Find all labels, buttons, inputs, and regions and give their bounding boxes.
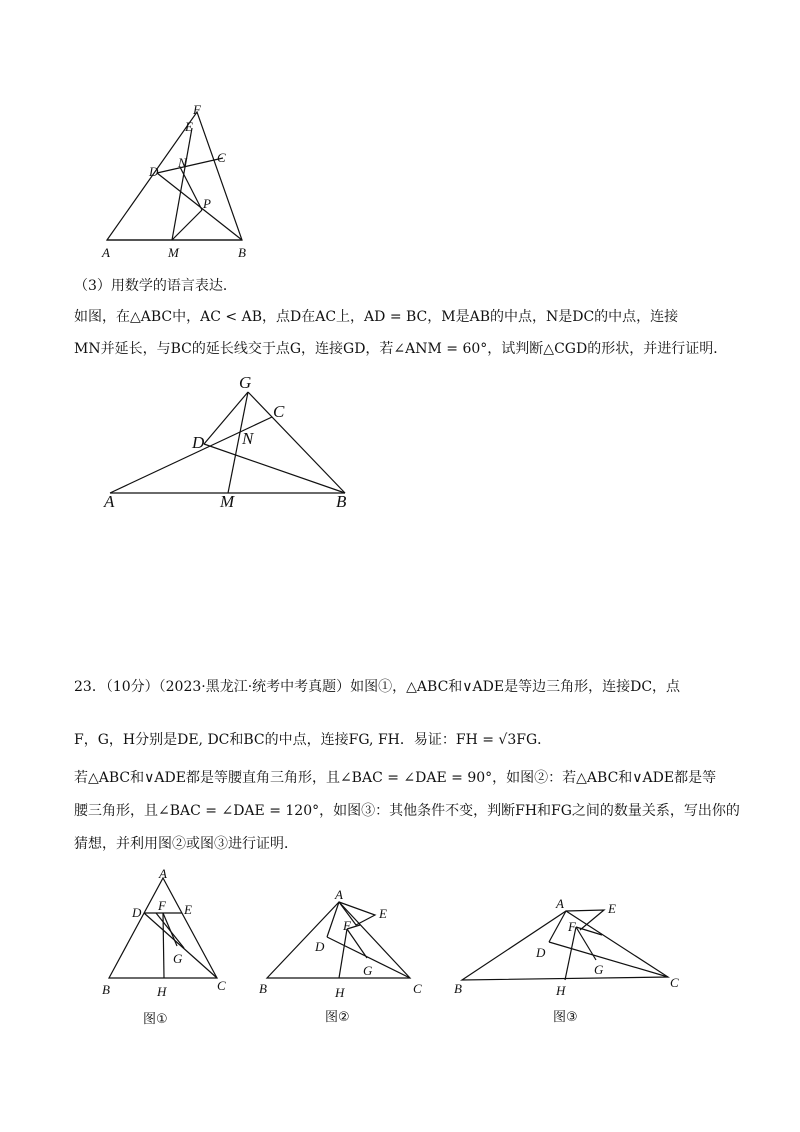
label-A: A bbox=[556, 896, 564, 911]
label-E: E bbox=[184, 902, 192, 917]
label-F: F bbox=[343, 918, 351, 933]
figure-circle-1 bbox=[100, 868, 240, 1038]
label-P: P bbox=[203, 196, 211, 211]
label-N: N bbox=[178, 155, 187, 170]
label-D: D bbox=[315, 939, 325, 954]
label-B: B bbox=[259, 981, 267, 996]
part3-line2: MN并延长，与BC的延长线交于点G，连接GD，若∠ANM = 60°，试判断△CGD的形状，并进行证明． bbox=[74, 341, 728, 357]
part3-heading: （3）用数学的语言表达． bbox=[74, 278, 237, 294]
figure-circle-3 bbox=[450, 895, 690, 1035]
label-C: C bbox=[413, 981, 422, 996]
label-G: G bbox=[239, 373, 252, 392]
label-D: D bbox=[149, 164, 159, 179]
label-M: M bbox=[220, 492, 235, 511]
label-D: D bbox=[536, 945, 546, 960]
label-G: G bbox=[173, 951, 183, 966]
label-E: E bbox=[608, 901, 616, 916]
label-M: M bbox=[168, 245, 179, 260]
label-H: H bbox=[335, 985, 345, 1000]
q23-line5: 猜想，并利用图②或图③进行证明． bbox=[74, 836, 298, 852]
label-E: E bbox=[185, 119, 193, 134]
label-A: A bbox=[159, 866, 167, 881]
label-C: C bbox=[217, 150, 226, 165]
caption-2: 图② bbox=[325, 1010, 350, 1025]
label-B: B bbox=[102, 982, 110, 997]
label-C: C bbox=[670, 975, 679, 990]
label-B: B bbox=[238, 245, 246, 260]
label-D: D bbox=[192, 433, 205, 452]
caption-1: 图① bbox=[143, 1012, 168, 1027]
label-A: A bbox=[104, 492, 115, 511]
q23-line3: 若△ABC和∨ADE都是等腰直角三角形，且∠BAC = ∠DAE = 90°，如图②：若△ABC和∨ADE都是等 bbox=[74, 770, 717, 786]
label-F: F bbox=[158, 898, 166, 913]
label-H: H bbox=[556, 983, 566, 998]
label-F: F bbox=[193, 102, 201, 117]
label-G: G bbox=[594, 962, 604, 977]
q23-line4: 腰三角形，且∠BAC = ∠DAE = 120°，如图③：其他条件不变，判断FH和FG之间的数量关系，写出你的 bbox=[74, 803, 740, 819]
figure-circle-2 bbox=[255, 885, 435, 1035]
label-A: A bbox=[102, 245, 110, 260]
part3-line1: 如图，在△ABC中，AC < AB，点D在AC上，AD = BC，M是AB的中点，N是DC的中点，连接 bbox=[74, 309, 679, 325]
figure-2-triangle bbox=[100, 370, 370, 515]
label-B: B bbox=[336, 492, 347, 511]
label-D: D bbox=[132, 905, 142, 920]
label-E: E bbox=[379, 906, 387, 921]
q23-line1: 23．（10分）（2023·黑龙江·统考中考真题）如图①，△ABC和∨ADE是等边三角形，连接DC，点 bbox=[74, 679, 681, 695]
label-F: F bbox=[568, 919, 576, 934]
q23-line2: F，G，H分别是DE, DC和BC的中点，连接FG, FH．易证：FH = √3FG． bbox=[74, 732, 552, 748]
label-B: B bbox=[454, 981, 462, 996]
figure-1-triangle bbox=[100, 100, 270, 265]
label-N: N bbox=[242, 429, 254, 448]
label-C: C bbox=[273, 402, 285, 421]
label-A: A bbox=[335, 887, 343, 902]
label-H: H bbox=[157, 984, 167, 999]
label-C: C bbox=[217, 978, 226, 993]
caption-3: 图③ bbox=[553, 1010, 578, 1025]
label-G: G bbox=[363, 963, 373, 978]
